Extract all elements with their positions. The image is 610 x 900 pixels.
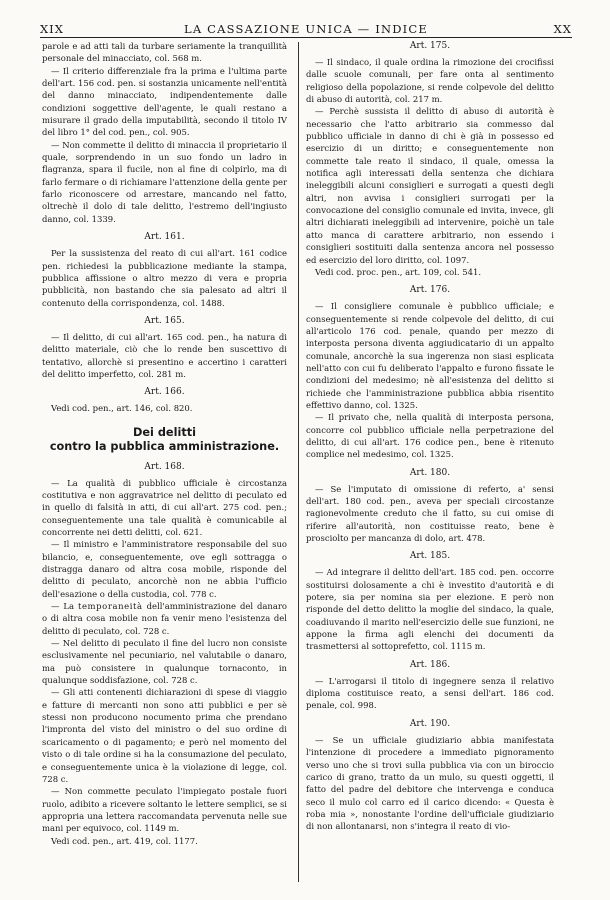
paragraph-art-175-b: — Perchè sussista il delitto di abuso di autorità è necessario che l'atto arbitrario sia commesso dal pubblico ufficiale in danno di chi è già in possesso ed esercizio di un diritto; e conseguentemente non commette tale reato il sindaco, il quale, omessa la notifica agli interessati della sentenza che dichiara ineleggibili alcuni consiglieri e surrogati a questi degli altri, non avvisa i consiglieri surrogati per la convocazione del consiglio comunale ed invita, invece, gli altri dichiarati ineleggibili ad intervenire, poichè un tale atto manca di carattere arbitrario, non essendo i consiglieri sostituiti dalla sentenza ancora nel possesso ed esercizio del loro diritto, col. 1097. xyxy=(306,106,554,265)
paragraph-art-168-e: — Gli atti contenenti dichiarazioni di spese di viaggio e fatture di mercanti non sono atti pubblici e per sè stessi non producono nocumento prima che prendano l'impronta del visto del ministro o del suo ordine di scaricamento o di pagamento; e però nel momento del visto o di tale ordine si ha la consumazione del peculato, e conseguentemente unica è la violazione di legge, col. 728 c. xyxy=(42,687,287,784)
paragraph-art-175-c: Vedi cod. proc. pen., art. 109, col. 541. xyxy=(315,266,482,277)
section-title-line-1: Dei delitti xyxy=(132,425,196,439)
article-heading-185: Art. 185. xyxy=(409,551,451,562)
paragraph-art-175-a: — Il sindaco, il quale ordina la rimozione dei crocifissi dalle scuole comunali, per fare onta al sentimento religioso della popolazione, si rende colpevole del delitto di abuso di autorità, col. 217 m. xyxy=(306,57,554,105)
paragraph-art-185: — Ad integrare il delitto dell'art. 185 cod. pen. occorre sostituirsi dolosamente a chi è investito d'autorità e di potere, sia per nomina sia per elezione. E però non risponde del detto delitto la moglie del sindaco, la quale, coadiuvando il marito nell'esercizio delle sue funzioni, ne appone la firma agli elenchi dei documenti da trasmettersi al sottoprefetto, col. 1115 m. xyxy=(306,567,554,652)
article-heading-175: Art. 175. xyxy=(409,41,451,51)
running-head-title: LA CASSAZIONE UNICA — INDICE xyxy=(183,22,428,36)
text-segment: dell'amministrazione del danaro o di altra cosa mobile non fa venir meno l'esistenza del delitto di peculato, col. 728 c. xyxy=(42,601,287,636)
paragraph-art-168-c xyxy=(42,600,287,637)
article-heading-176: Art. 176. xyxy=(409,285,451,296)
page-numeral-right: XX xyxy=(553,22,572,36)
paragraph-criterio: — Il criterio differenziale fra la prima e l'ultima parte dell'art. 156 cod. pen. si sostanzia unicamente nell'entità del danno minacciato, indipendentemente dalle condizioni soggettive dell'agente, le quali restano a misurare il grado della imputabilità, secondo il titolo IV del libro 1° del cod. pen., col. 905. xyxy=(42,65,287,138)
right-column xyxy=(306,40,554,888)
article-heading-168: Art. 168. xyxy=(144,461,185,472)
article-heading-166: Art. 166. xyxy=(144,387,185,398)
paragraph-art-180: — Se l'imputato di omissione di referto, a' sensi dell'art. 180 cod. pen., aveva per speciali circostanze ragionevolmente creduto che il fatto, su cui omise di riferire all'autorità, non costituisse reato, bene è prosciolto per mancanza di dolo, art. 478. xyxy=(306,483,554,544)
section-title-line-2: contro la pubblica amministrazione. xyxy=(49,439,280,453)
article-heading-180: Art. 180. xyxy=(409,467,451,478)
paragraph-art-168-b: — Il ministro e l'amministratore responsabile del suo bilancio, e, conseguentemente, ove egli sottragga o distragga danaro od altra cosa mobile, risponde del delitto di peculato, ancorchè non ne abbia l'ufficio dell'esazione o della custodia, col. 778 c. xyxy=(42,539,287,599)
text-segment: — La xyxy=(51,601,78,612)
paragraph-art-176-a: — Il consigliere comunale è pubblico ufficiale; e conseguentemente si rende colpevole del delitto, di cui all'articolo 176 cod. penale, quando per mezzo di interposta persona diventa aggiudicatario di un appalto comunale, ancorchè la sua ingerenza non siasi esplicata nell'atto con cui fu deliberato l'appalto e furono fissate le condizioni del medesimo; nè all'esistenza del delitto si richiede che l'amministrazione pubblica abbia risentito effettivo danno, col. 1325. xyxy=(306,301,554,410)
paragraph-art-168-f: — Non commette peculato l'impiegato postale fuori ruolo, adibito a ricevere soltanto le lettere semplici, se si appropria una lettera raccomandata pervenuta nelle sue mani per equivoco, col. 1149 m. xyxy=(42,786,287,834)
paragraph-art-161: Per la sussistenza del reato di cui all'art. 161 codice pen. richiedesi la pubblicazione mediante la stampa, pubblica affissione o altro mezzo di vera e propria pubblicità, non bastando che sia palesato ad altri il contenuto della corrispondenza, col. 1488. xyxy=(42,248,287,308)
page-numeral-left: XIX xyxy=(40,22,64,36)
emphasized-term: temporaneità xyxy=(77,601,143,612)
paragraph-art-176-b: — Il privato che, nella qualità di interposta persona, concorre col pubblico ufficiale nella perpetrazione del delitto, di cui all'art. 176 codice pen., bene è ritenuto complice nel medesimo, col. 1325. xyxy=(306,412,554,460)
paragraph-minaccia: — Non commette il delitto di minaccia il proprietario il quale, sorprendendo in un suo fondo un ladro in flagranza, spara il fucile, non al fine di colpirlo, ma di farlo fermare o di richiamare l'attenzione della gente per farlo riconoscere od arrestare, mancando nel fatto, oltrechè il dolo di tale delitto, l'estremo dell'ingiusto danno, col. 1339. xyxy=(42,139,287,224)
left-column xyxy=(42,40,287,888)
article-heading-165: Art. 165. xyxy=(144,315,185,326)
paragraph-art-168-a: — La qualità di pubblico ufficiale è circostanza costitutiva e non aggravatrice nel delitto di peculato ed in quello di falsità in atti, di cui all'art. 275 cod. pen.; conseguentemente una tale qualità è comunicabile al concorrente nei detti delitti, col. 621. xyxy=(42,477,287,537)
paragraph-art-190: — Se un ufficiale giudiziario abbia manifestata l'intenzione di procedere a immediato pignoramento verso uno che si trovi sulla pubblica via con un biroccio carico di grano, tratto da un mulo, su questi oggetti, il fatto del padre del debitore che intervenga e conduca seco il mulo col carro ed il carico dicendo: « Questa è roba mia », nonostante l'ordine dell'ufficiale giudiziario di non allontanarsi, non s'integra il reato di vio- xyxy=(306,734,554,832)
section-title xyxy=(42,426,287,454)
paragraph-intro: parole e ad atti tali da turbare seriamente la tranquillità personale del minacciato, col. 568 m. xyxy=(42,41,287,64)
paragraph-art-165: — Il delitto, di cui all'art. 165 cod. pen., ha natura di delitto materiale, ciò che lo rende ben suscettivo di tentativo, allorchè si presentino e accertino i caratteri del delitto imperfetto, col. 281 m. xyxy=(42,331,287,379)
column-divider xyxy=(298,42,299,882)
header-rule xyxy=(40,37,572,38)
paragraph-art-168-g: Vedi cod. pen., art. 419, col. 1177. xyxy=(51,835,198,846)
article-heading-186: Art. 186. xyxy=(409,659,451,670)
article-heading-190: Art. 190. xyxy=(409,718,451,729)
running-head xyxy=(40,22,572,36)
paragraph-art-166: Vedi cod. pen., art. 146, col. 820. xyxy=(51,403,193,414)
article-heading-161: Art. 161. xyxy=(144,232,185,243)
paragraph-art-186: — L'arrogarsi il titolo di ingegnere senza il relativo diploma costituisce reato, a sensi dell'art. 186 cod. penale, col. 998. xyxy=(306,675,554,711)
paragraph-art-168-d: — Nel delitto di peculato il fine del lucro non consiste esclusivamente nel pecuniario, nel valutabile o danaro, ma può consistere in qualunque tornaconto, in qualunque soddisfazione, col. 728 c. xyxy=(42,638,287,686)
